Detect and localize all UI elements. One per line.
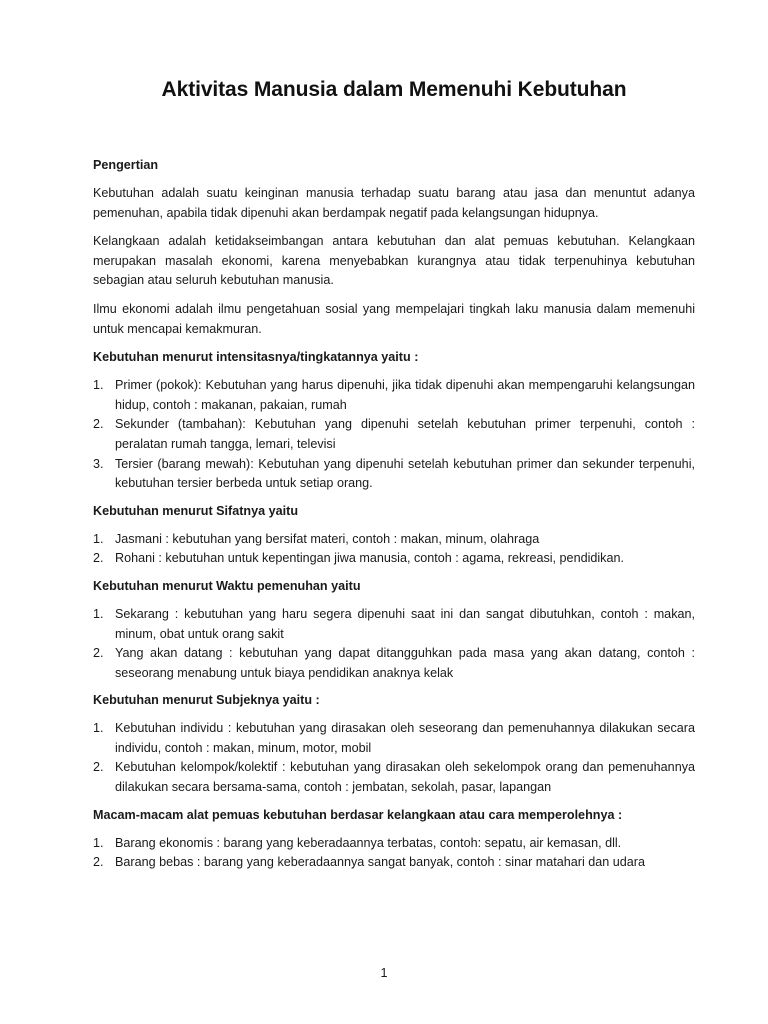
- page-number: 1: [380, 966, 388, 980]
- list-item: [93, 415, 695, 454]
- paragraph-kelangkaan: Kelangkaan adalah ketidakseimbangan antara kebutuhan dan alat pemuas kebutuhan. Kelangkaan merupakan masalah ekonomi, karena menyebabkan kurangnya atau tidak terpenuhinya kebutuhan sebagian atau seluruh kebutuhan manusia.: [93, 234, 695, 288]
- list-subjek: [93, 719, 695, 797]
- section-heading-subjek: Kebutuhan menurut Subjeknya yaitu :: [93, 693, 320, 708]
- list-number: 2.: [93, 646, 104, 661]
- list-number: 2.: [93, 855, 104, 870]
- section-heading-waktu: Kebutuhan menurut Waktu pemenuhan yaitu: [93, 578, 361, 593]
- list-alat-pemuas: [93, 834, 695, 873]
- section-heading-alat-pemuas: Macam-macam alat pemuas kebutuhan berdasar kelangkaan atau cara memperolehnya :: [93, 807, 623, 822]
- list-item: [93, 376, 695, 415]
- list-item: [93, 644, 695, 683]
- list-text: Barang ekonomis : barang yang keberadaannya terbatas, contoh: sepatu, air kemasan, dll.: [115, 835, 622, 850]
- list-item: [93, 549, 695, 569]
- list-item: [93, 758, 695, 797]
- list-item: [93, 834, 695, 854]
- document-title: Aktivitas Manusia dalam Memenuhi Kebutuhan: [161, 78, 627, 101]
- section-heading-intensitas: Kebutuhan menurut intensitasnya/tingkatannya yaitu :: [93, 350, 419, 365]
- list-number: 3.: [93, 456, 104, 471]
- list-item: [93, 853, 695, 873]
- list-item: [93, 719, 695, 758]
- list-item: [93, 530, 695, 550]
- list-text: Tersier (barang mewah): Kebutuhan yang dipenuhi setelah kebutuhan primer dan sekunder terpenuhi, kebutuhan tersier berbeda untuk setiap orang.: [115, 456, 695, 491]
- paragraph-ilmu-ekonomi: Ilmu ekonomi adalah ilmu pengetahuan sosial yang mempelajari tingkah laku manusia dalam memenuhi untuk mencapai kemakmuran.: [93, 301, 695, 336]
- paragraph-kebutuhan: Kebutuhan adalah suatu keinginan manusia terhadap suatu barang atau jasa dan menuntut adanya pemenuhan, apabila tidak dipenuhi akan berdampak negatif pada kelangsungan hidupnya.: [93, 186, 695, 220]
- list-number: 1.: [93, 531, 104, 546]
- list-text: Sekarang : kebutuhan yang haru segera dipenuhi saat ini dan sangat dibutuhkan, contoh : makan, minum, obat untuk orang sakit: [115, 606, 695, 641]
- list-text: Barang bebas : barang yang keberadaannya sangat banyak, contoh : sinar matahari dan udara: [115, 855, 646, 870]
- list-item: [93, 455, 695, 494]
- list-text: Jasmani : kebutuhan yang bersifat materi, contoh : makan, minum, olahraga: [115, 531, 540, 546]
- list-text: Rohani : kebutuhan untuk kepentingan jiwa manusia, contoh : agama, rekreasi, pendidikan.: [115, 551, 624, 566]
- list-number: 1.: [93, 835, 104, 850]
- list-text: Kebutuhan individu : kebutuhan yang dirasakan oleh seseorang dan pemenuhannya dilakukan secara individu, contoh : makan, minum, motor, mobil: [115, 721, 695, 755]
- list-number: 1.: [93, 606, 104, 621]
- list-intensitas: [93, 376, 695, 494]
- list-number: 2.: [93, 417, 104, 432]
- list-number: 1.: [93, 721, 104, 736]
- list-text: Kebutuhan kelompok/kolektif : kebutuhan yang dirasakan oleh sekelompok orang dan pemenuhannya dilakukan secara bersama-sama, contoh : jembatan, sekolah, pasar, lapangan: [115, 760, 695, 795]
- list-item: [93, 605, 695, 644]
- list-text: Primer (pokok): Kebutuhan yang harus dipenuhi, jika tidak dipenuhi akan mempengaruhi kelangsungan hidup, contoh : makanan, pakaian, rumah: [115, 378, 695, 412]
- list-number: 2.: [93, 551, 104, 566]
- list-number: 1.: [93, 378, 104, 393]
- section-heading-pengertian: Pengertian: [93, 158, 159, 172]
- list-sifat: [93, 530, 695, 569]
- list-waktu: [93, 605, 695, 683]
- list-text: Yang akan datang : kebutuhan yang dapat ditangguhkan pada masa yang akan datang, contoh : seseorang menabung untuk biaya pendidikan anaknya kelak: [115, 646, 695, 680]
- list-number: 2.: [93, 760, 104, 775]
- section-heading-sifat: Kebutuhan menurut Sifatnya yaitu: [93, 503, 299, 518]
- list-text: Sekunder (tambahan): Kebutuhan yang dipenuhi setelah kebutuhan primer terpenuhi, contoh : peralatan rumah tangga, lemari, televisi: [115, 417, 695, 451]
